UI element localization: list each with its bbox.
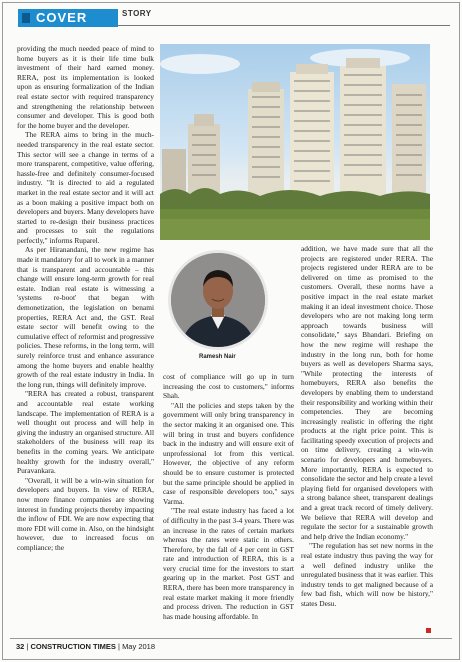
- article-column-middle: [163, 372, 294, 636]
- section-label: COVER: [18, 9, 118, 27]
- portrait: [168, 250, 268, 350]
- paragraph: "RERA has created a robust, transparent and accountable real estate working landscape. The implementation of RERA is a well thought out process and will help in giving the industry an organised structure. All stakeholders of the business will reap its benefits in the coming years. We anticipate healthy growth for the industry overall," Puravankara.: [17, 389, 154, 476]
- paragraph: addition, we have made sure that all the projects are registered under RERA. The projects registered under RERA are to be delivered on time as promised to the customers. Overall, these norms have a positive impact in the real estate market making it an ideal investment choice. Those developers who are not making long term approach towards business will consolidate," says Bhandari. Briefing on how the new regime will reshape the industry in the long run, both for home buyers as well as developers Sharma says, "While protecting the interests of homebuyers, RERA also benefits the developers by enabling them to understand their responsibility and working within their competencies. They are becoming increasingly realistic in offering the right products at the right price point. This is facilitating speedy execution of projects and on time delivery, creating a win-win scenario for developers and homebuyers. More importantly, RERA is expected to consolidate the sector and help create a level playing field for organised developers with a strong balance sheet, transparent dealings and a great track record of timely delivery. We believe that RERA will develop and regulate the sector for a sustainable growth and help drive the Indian economy.": [301, 244, 433, 541]
- issue-date: May 2018: [122, 642, 155, 651]
- paragraph: "All the policies and steps taken by the government will only bring transparency in the sector making it an organised one. This will bring in trust and buyers confidence back in the industry and will ensure exit of unprofessional lot from this vertical. However, the objective of any reform should be to ensure customer is protected but the same principle should be applied in case of responsible developers too," says Varma.: [163, 400, 294, 506]
- paragraph: providing the much needed peace of mind to home buyers as it is their life time bulk investment of their hard earned money. RERA, post its implementation is looked upon as ensuring formalization of the Indian real estate sector with required transparency and strengthening the relationship between consumer and developer. This is good both for the home buyer and the developer.: [17, 44, 154, 130]
- end-of-article-mark: [426, 628, 431, 633]
- article-column-left: [17, 44, 154, 636]
- paragraph: The RERA aims to bring in the much-needed transparency in the real estate sector. This sector will see a change in terms of a more transparent, competitive, value offering, hassle-free and definitely consumer-focused industry. "It is directed to aid a regulated market in the real estate sector and it will act as a boon making a positive impact both on developers and buyers. Many developers have started to re-design their business practices and processes to suit the regulations perfectly," informs Ruparel.: [17, 130, 154, 245]
- section-header: [10, 7, 450, 29]
- page-footer: [10, 638, 452, 654]
- header-rule: [118, 25, 450, 26]
- publication-name-times: TIMES: [93, 642, 116, 651]
- footer-line: 32 | CONSTRUCTION TIMES | May 2018: [16, 642, 155, 651]
- publication-name: CONSTRUCTION: [30, 642, 91, 651]
- paragraph: As per Hiranandani, the new regime has made it mandatory for all to work in a manner that is transparent and accountable – this change will ensure long-term growth for real estate. Indian real estate is witnessing a 'systems re-boot' that began with demonetization, the legislation on benami properties, RERA Act and, the GST. Real estate sector will benefit owing to the cumulative effect of reformist and progressive policies. These reforms, in the long term, will surely reinforce trust and enhance assurance among the home buyers and enable healthy growth of the real estate industry in India. In the long run, things will definitely improve.: [17, 245, 154, 389]
- paragraph: "The regulation has set new norms in the real estate industry thus paving the way for a well defined industry unlike the unregulated business that it was earlier. This industry tends to get maligned because of a few bad fish, which will now be history," states Desu.: [301, 541, 433, 608]
- page-number: 32: [16, 642, 25, 651]
- article-column-right: [301, 244, 433, 636]
- building-photo: [160, 44, 430, 240]
- paragraph: cost of compliance will go up in turn increasing the cost to customers," informs Shah.: [163, 372, 294, 401]
- paragraph: "Overall, it will be a win-win situation for developers and buyers. In view of RERA, now more finance companies are showing interest in funding projects thereby impacting the inflow of FDI. We are now expecting that more FDI will come in. Also, on the hindsight however, due to increased focus on compliance; the: [17, 475, 154, 552]
- paragraph: "The real estate industry has faced a lot of difficulty in the past 3-4 years. There was an increase in the rates of certain markets whereas the rates were static in others. Therefore, by the fall of 4 per cent in GST rate and introduction of RERA, this is a very crucial time for the investors to start gearing up in the market. Post GST and RERA, there has been more transparency in real estate market making it more friendly and process driven. The reduction in GST has made housing affordable. In: [163, 506, 294, 621]
- person-portrait-illustration: [171, 253, 265, 347]
- apartment-towers-illustration: [160, 44, 430, 240]
- footer-rule: [10, 638, 452, 639]
- portrait-frame: [168, 250, 268, 350]
- subsection-label: STORY: [122, 9, 152, 18]
- portrait-caption: Ramesh Nair: [199, 354, 236, 360]
